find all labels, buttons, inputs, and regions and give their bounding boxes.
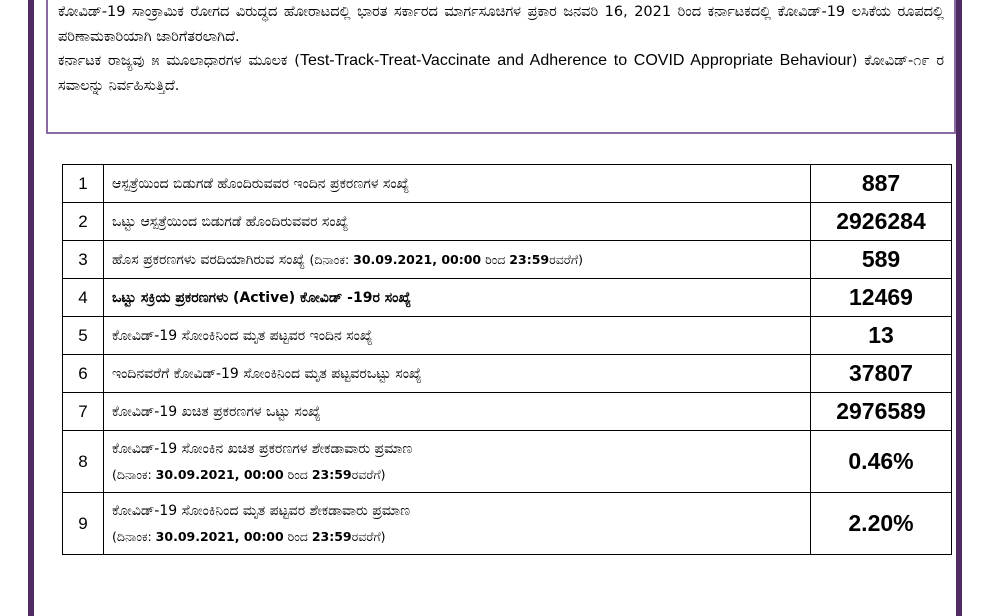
row-date-range (309, 252, 583, 267)
row-number: 1 (63, 165, 104, 203)
row-label: ಒಟ್ಟು ಆಸ್ಪತ್ರೆಯಿಂದ ಬಿಡುಗಡೆ ಹೊಂದಿರುವವರ ಸಂಖ್ಯೆ (104, 203, 811, 241)
row-label: ಕೋವಿಡ್-19 ಖಚಿತ ಪ್ರಕರಣಗಳ ಒಟ್ಟು ಸಂಖ್ಯೆ (104, 393, 811, 431)
date-start: 30.09.2021, 00:00 (155, 466, 284, 482)
row-value: 37807 (811, 355, 952, 393)
intro-p2-end: ) ಕೋವಿಡ್-೧೯ ರ ಸವಾಲನ್ನು ನಿರ್ವಹಿಸುತ್ತಿದೆ. (58, 53, 945, 94)
date-prefix: (ದಿನಾಂಕ: (112, 528, 156, 544)
table-row (63, 165, 952, 203)
table-row (63, 355, 952, 393)
date-start: 30.09.2021, 00:00 (353, 251, 482, 267)
table-row (63, 393, 952, 431)
date-suffix: ರವರೆಗೆ) (351, 528, 386, 544)
time-end: 23:59 (311, 528, 352, 544)
intro-paragraph-2 (58, 49, 944, 98)
row-number: 9 (63, 493, 104, 555)
row-date-range (112, 524, 802, 550)
row-label (104, 431, 811, 493)
date-prefix: (ದಿನಾಂಕ: (309, 251, 354, 267)
date-prefix: (ದಿನಾಂಕ: (112, 466, 156, 482)
row-value: 2.20% (811, 493, 952, 555)
date-suffix: ರವರೆಗೆ) (351, 466, 386, 482)
intro-box (46, 0, 956, 134)
date-mid: ರಿಂದ (481, 251, 510, 267)
row-value: 2976589 (811, 393, 952, 431)
row-label-text: ಕೋವಿಡ್-19 ಸೋಂಕಿನಿಂದ ಮೃತ ಪಟ್ಟವರ ಶೇಕಡಾವಾರು ಪ್ರಮಾಣ (112, 502, 411, 519)
row-value: 887 (811, 165, 952, 203)
row-label: ಒಟ್ಟು ಸಕ್ರಿಯ ಪ್ರಕರಣಗಳು (Active) ಕೋವಿಡ್ -19ರ ಸಂಖ್ಯೆ (104, 279, 811, 317)
row-number: 3 (63, 241, 104, 279)
row-number: 8 (63, 431, 104, 493)
time-end: 23:59 (311, 466, 352, 482)
row-value: 0.46% (811, 431, 952, 493)
intro-p2-start: ಕರ್ನಾಟಕ ರಾಜ್ಯವು ೫ ಮೂಲಾಧಾರಗಳ ಮೂಲಕ ( (58, 53, 300, 69)
row-value: 12469 (811, 279, 952, 317)
row-number: 6 (63, 355, 104, 393)
table-row (63, 431, 952, 493)
stats-table (62, 164, 952, 555)
row-number: 4 (63, 279, 104, 317)
row-value: 2926284 (811, 203, 952, 241)
row-label: ಕೋವಿಡ್-19 ಸೋಂಕಿನಿಂದ ಮೃತ ಪಟ್ಟವರ ಇಂದಿನ ಸಂಖ್ಯೆ (104, 317, 811, 355)
row-date-range (112, 462, 802, 488)
date-start: 30.09.2021, 00:00 (155, 528, 284, 544)
date-mid: ರಿಂದ (283, 466, 312, 482)
date-suffix: ರವರೆಗೆ) (549, 251, 583, 267)
row-label: ಆಸ್ಪತ್ರೆಯಿಂದ ಬಿಡುಗಡೆ ಹೊಂದಿರುವವರ ಇಂದಿನ ಪ್ರಕರಣಗಳ ಸಂಖ್ಯೆ (104, 165, 811, 203)
table-row (63, 279, 952, 317)
row-label (104, 493, 811, 555)
row-label-text: ಕೋವಿಡ್-19 ಸೋಂಕಿನ ಖಚಿತ ಪ್ರಕರಣಗಳ ಶೇಕಡಾವಾರು ಪ್ರಮಾಣ (112, 440, 413, 457)
table-row (63, 241, 952, 279)
row-label (104, 241, 811, 279)
row-label-text: ಹೊಸ ಪ್ರಕರಣಗಳು ವರದಿಯಾಗಿರುವ ಸಂಖ್ಯೆ (112, 251, 306, 268)
row-number: 7 (63, 393, 104, 431)
table-row (63, 317, 952, 355)
row-value: 589 (811, 241, 952, 279)
row-value: 13 (811, 317, 952, 355)
table-row (63, 203, 952, 241)
table-row (63, 493, 952, 555)
intro-p2-english: Test-Track-Treat-Vaccinate and Adherence to COVID Appropriate Behaviour (299, 52, 852, 69)
row-number: 2 (63, 203, 104, 241)
row-number: 5 (63, 317, 104, 355)
time-end: 23:59 (509, 251, 550, 267)
date-mid: ರಿಂದ (283, 528, 312, 544)
row-label: ಇಂದಿನವರೆಗೆ ಕೋವಿಡ್-19 ಸೋಂಕಿನಿಂದ ಮೃತ ಪಟ್ಟವರಒಟ್ಟು ಸಂಖ್ಯೆ (104, 355, 811, 393)
intro-paragraph-1: ಕೋವಿಡ್-19 ಸಾಂಕ್ರಾಮಿಕ ರೋಗದ ವಿರುದ್ಧದ ಹೋರಾಟದಲ್ಲಿ ಭಾರತ ಸರ್ಕಾರದ ಮಾರ್ಗಸೂಚಿಗಳ ಪ್ರಕಾರ ಜನವರಿ 16, 2021 ರಿಂದ ಕರ್ನಾಟಕದಲ್ಲಿ ಕೋವಿಡ್-19 ಲಸಿಕೆಯ ರೂಪದಲ್ಲಿ ಪರಿಣಾಮಕಾರಿಯಾಗಿ ಜಾರಿಗೆತರಲಾಗಿದೆ. (58, 4, 944, 45)
